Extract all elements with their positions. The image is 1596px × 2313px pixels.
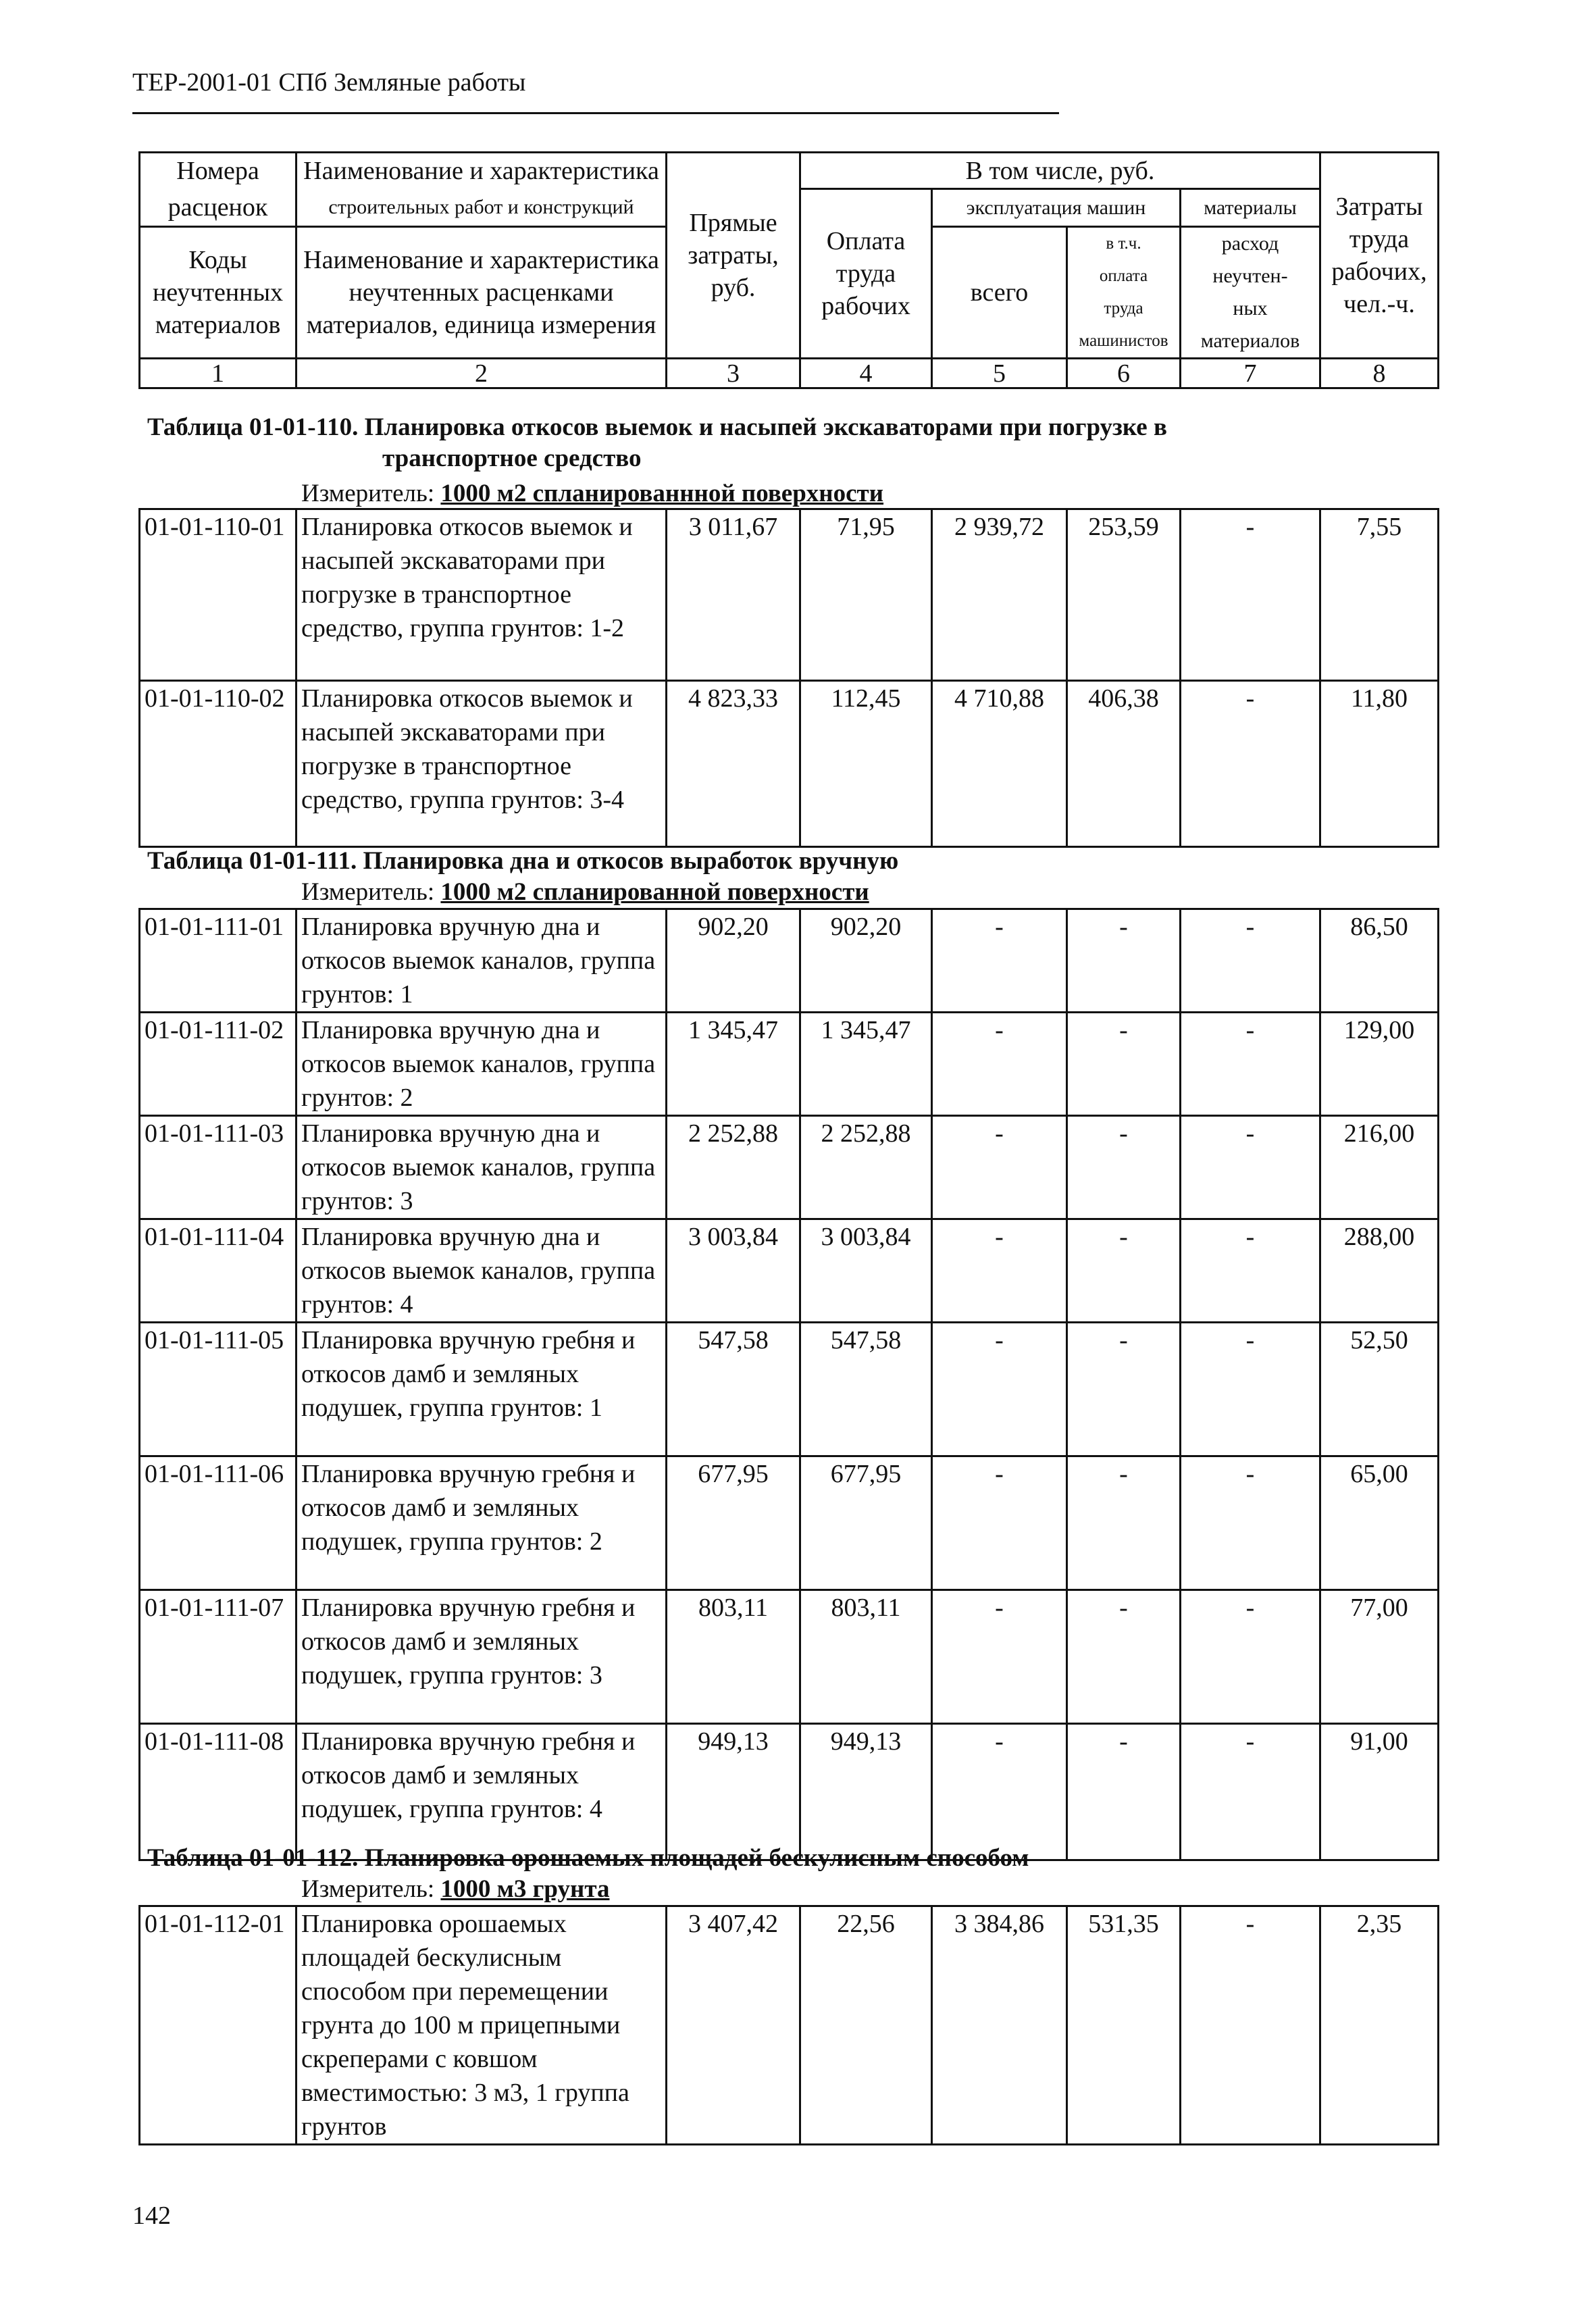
col-number: 7 xyxy=(1181,359,1320,388)
col-materials-unaccounted: расход неучтен- ных материалов xyxy=(1181,227,1320,359)
labor-pay: 1 345,47 xyxy=(800,1013,932,1116)
rate-name: Планировка вручную гребня и откосов дамб и земляных подушек, группа грунтов: 2 xyxy=(297,1456,667,1590)
table-row xyxy=(140,1013,1439,1116)
machines-labor: - xyxy=(1067,1116,1181,1219)
col-number: 3 xyxy=(667,359,800,388)
col-number: 2 xyxy=(297,359,667,388)
labor-pay: 71,95 xyxy=(800,509,932,681)
rate-name: Планировка вручную гребня и откосов дамб и земляных подушек, группа грунтов: 4 xyxy=(297,1724,667,1860)
labor-hours: 216,00 xyxy=(1320,1116,1439,1219)
machines-total: 2 939,72 xyxy=(932,509,1067,681)
materials: - xyxy=(1181,681,1320,847)
column-numbers-row xyxy=(140,359,1439,388)
table-row xyxy=(140,1456,1439,1590)
col-codes-bottom: Коды неучтенных материалов xyxy=(140,227,297,359)
rate-code: 01-01-112-01 xyxy=(140,1906,297,2145)
table-caption: Таблица 01-01-112. Планировка орошаемых площадей бескулисным способом xyxy=(147,1844,1029,1872)
direct-cost: 803,11 xyxy=(667,1590,800,1724)
direct-cost: 3 011,67 xyxy=(667,509,800,681)
rate-code: 01-01-111-02 xyxy=(140,1013,297,1116)
rate-code: 01-01-111-07 xyxy=(140,1590,297,1724)
col-name-top: Наименование и характеристика xyxy=(297,153,667,189)
col-machines-labor: в т.ч. оплата труда машинистов xyxy=(1067,227,1181,359)
rate-name: Планировка откосов выемок и насыпей экскаваторами при погрузке в транспортное средство, группа грунтов: 3-4 xyxy=(297,681,667,847)
rates-table-110 xyxy=(138,508,1439,848)
materials: - xyxy=(1181,1590,1320,1724)
rate-name: Планировка вручную дна и откосов выемок каналов, группа грунтов: 4 xyxy=(297,1219,667,1323)
col-number: 6 xyxy=(1067,359,1181,388)
labor-hours: 7,55 xyxy=(1320,509,1439,681)
machines-labor: 253,59 xyxy=(1067,509,1181,681)
col-codes-top: Номера xyxy=(140,153,297,189)
direct-cost: 902,20 xyxy=(667,909,800,1013)
rate-code: 01-01-110-02 xyxy=(140,681,297,847)
rate-code: 01-01-111-06 xyxy=(140,1456,297,1590)
table-row xyxy=(140,1219,1439,1323)
col-number: 1 xyxy=(140,359,297,388)
table-caption-cont: транспортное средство xyxy=(382,444,642,472)
materials: - xyxy=(1181,909,1320,1013)
rate-code: 01-01-111-03 xyxy=(140,1116,297,1219)
col-machines-total: всего xyxy=(932,227,1067,359)
direct-cost: 547,58 xyxy=(667,1323,800,1456)
materials: - xyxy=(1181,1906,1320,2145)
labor-pay: 803,11 xyxy=(800,1590,932,1724)
col-including: В том числе, руб. xyxy=(800,153,1320,189)
col-materials: материалы xyxy=(1181,189,1320,227)
table-row xyxy=(140,909,1439,1013)
col-labor-hours: Затраты труда рабочих, чел.-ч. xyxy=(1320,153,1439,359)
machines-total: - xyxy=(932,1724,1067,1860)
machines-labor: - xyxy=(1067,1013,1181,1116)
machines-labor: - xyxy=(1067,1590,1181,1724)
labor-hours: 11,80 xyxy=(1320,681,1439,847)
table-meter: Измеритель: 1000 м2 спланированной поверхности xyxy=(301,878,869,906)
machines-labor: 531,35 xyxy=(1067,1906,1181,2145)
machines-total: - xyxy=(932,909,1067,1013)
machines-total: 4 710,88 xyxy=(932,681,1067,847)
table-row xyxy=(140,1116,1439,1219)
direct-cost: 1 345,47 xyxy=(667,1013,800,1116)
table-caption: Таблица 01-01-111. Планировка дна и откосов выработок вручную xyxy=(147,847,899,875)
table-meter: Измеритель: 1000 м2 спланированнной поверхности xyxy=(301,480,884,507)
table-row xyxy=(140,1590,1439,1724)
machines-labor: - xyxy=(1067,1323,1181,1456)
direct-cost: 4 823,33 xyxy=(667,681,800,847)
rate-name: Планировка вручную дна и откосов выемок каналов, группа грунтов: 2 xyxy=(297,1013,667,1116)
rate-name: Планировка вручную гребня и откосов дамб и земляных подушек, группа грунтов: 1 xyxy=(297,1323,667,1456)
materials: - xyxy=(1181,1013,1320,1116)
rate-code: 01-01-111-08 xyxy=(140,1724,297,1860)
col-number: 5 xyxy=(932,359,1067,388)
labor-pay: 2 252,88 xyxy=(800,1116,932,1219)
table-row xyxy=(140,1906,1439,2145)
direct-cost: 949,13 xyxy=(667,1724,800,1860)
header-rule xyxy=(132,112,1059,114)
labor-hours: 288,00 xyxy=(1320,1219,1439,1323)
materials: - xyxy=(1181,1219,1320,1323)
materials: - xyxy=(1181,1323,1320,1456)
machines-total: - xyxy=(932,1590,1067,1724)
rate-name: Планировка вручную гребня и откосов дамб и земляных подушек, группа грунтов: 3 xyxy=(297,1590,667,1724)
col-labor-pay: Оплата труда рабочих xyxy=(800,189,932,359)
table-row xyxy=(140,681,1439,847)
machines-total: - xyxy=(932,1456,1067,1590)
machines-labor: - xyxy=(1067,1724,1181,1860)
labor-pay: 112,45 xyxy=(800,681,932,847)
col-number: 4 xyxy=(800,359,932,388)
materials: - xyxy=(1181,509,1320,681)
table-row xyxy=(140,1724,1439,1860)
rate-name: Планировка вручную дна и откосов выемок каналов, группа грунтов: 3 xyxy=(297,1116,667,1219)
col-number: 8 xyxy=(1320,359,1439,388)
page-number: 142 xyxy=(132,2202,171,2230)
rate-code: 01-01-111-01 xyxy=(140,909,297,1013)
labor-hours: 91,00 xyxy=(1320,1724,1439,1860)
labor-pay: 3 003,84 xyxy=(800,1219,932,1323)
direct-cost: 677,95 xyxy=(667,1456,800,1590)
labor-hours: 65,00 xyxy=(1320,1456,1439,1590)
machines-labor: - xyxy=(1067,909,1181,1013)
labor-hours: 86,50 xyxy=(1320,909,1439,1013)
machines-total: - xyxy=(932,1013,1067,1116)
rate-name: Планировка орошаемых площадей бескулисным способом при перемещении грунта до 100 м прицепными скреперами с ковшом вместимостью: 3 м3, 1 группа грунтов xyxy=(297,1906,667,2145)
rate-code: 01-01-111-04 xyxy=(140,1219,297,1323)
machines-total: - xyxy=(932,1219,1067,1323)
labor-hours: 129,00 xyxy=(1320,1013,1439,1116)
labor-pay: 677,95 xyxy=(800,1456,932,1590)
table-row xyxy=(140,509,1439,681)
table-meter: Измеритель: 1000 м3 грунта xyxy=(301,1875,610,1903)
labor-pay: 902,20 xyxy=(800,909,932,1013)
machines-total: - xyxy=(932,1323,1067,1456)
rate-code: 01-01-111-05 xyxy=(140,1323,297,1456)
rate-code: 01-01-110-01 xyxy=(140,509,297,681)
running-header: ТЕР-2001-01 СПб Земляные работы xyxy=(132,68,526,97)
machines-labor: - xyxy=(1067,1219,1181,1323)
machines-labor: - xyxy=(1067,1456,1181,1590)
rates-table-111 xyxy=(138,908,1439,1861)
machines-total: - xyxy=(932,1116,1067,1219)
col-direct-cost: Прямые затраты, руб. xyxy=(667,153,800,359)
materials: - xyxy=(1181,1456,1320,1590)
labor-hours: 77,00 xyxy=(1320,1590,1439,1724)
machines-labor: 406,38 xyxy=(1067,681,1181,847)
column-header-table xyxy=(138,151,1439,389)
rate-name: Планировка вручную дна и откосов выемок каналов, группа грунтов: 1 xyxy=(297,909,667,1013)
direct-cost: 3 407,42 xyxy=(667,1906,800,2145)
machines-total: 3 384,86 xyxy=(932,1906,1067,2145)
direct-cost: 2 252,88 xyxy=(667,1116,800,1219)
col-name-mid: строительных работ и конструкций xyxy=(297,189,667,227)
labor-hours: 52,50 xyxy=(1320,1323,1439,1456)
labor-pay: 949,13 xyxy=(800,1724,932,1860)
col-codes-mid: расценок xyxy=(140,189,297,227)
materials: - xyxy=(1181,1116,1320,1219)
col-name-bottom: Наименование и характеристика неучтенных расценками материалов, единица измерения xyxy=(297,227,667,359)
labor-pay: 547,58 xyxy=(800,1323,932,1456)
direct-cost: 3 003,84 xyxy=(667,1219,800,1323)
labor-hours: 2,35 xyxy=(1320,1906,1439,2145)
col-machines: эксплуатация машин xyxy=(932,189,1181,227)
rate-name: Планировка откосов выемок и насыпей экскаваторами при погрузке в транспортное средство, группа грунтов: 1-2 xyxy=(297,509,667,681)
table-caption: Таблица 01-01-110. Планировка откосов выемок и насыпей экскаваторами при погрузке в xyxy=(147,413,1167,441)
labor-pay: 22,56 xyxy=(800,1906,932,2145)
table-row xyxy=(140,1323,1439,1456)
materials: - xyxy=(1181,1724,1320,1860)
rates-table-112 xyxy=(138,1905,1439,2145)
